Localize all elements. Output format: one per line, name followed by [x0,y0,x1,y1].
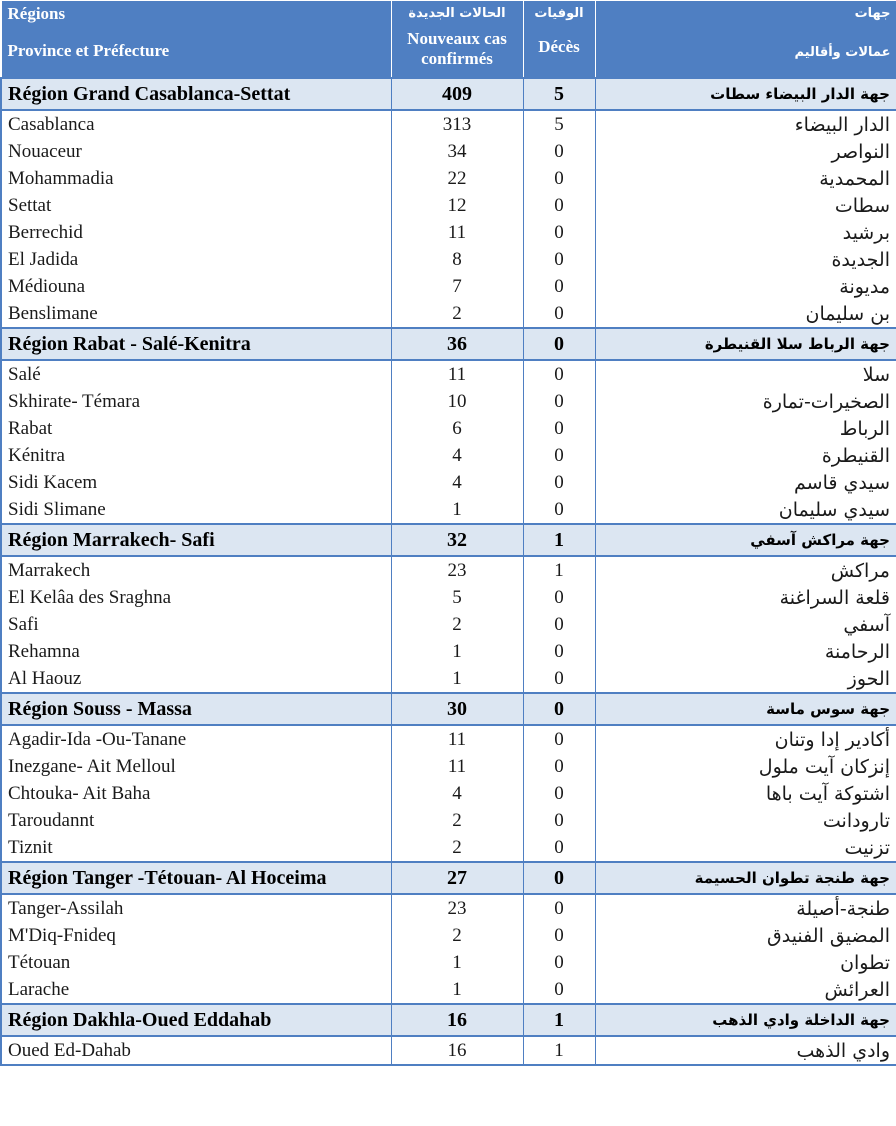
province-name-fr: M'Diq-Fnideq [1,922,391,949]
province-name-fr: Agadir-Ida -Ou-Tanane [1,725,391,753]
province-deaths: 0 [523,584,595,611]
province-name-ar: طنجة-أصيلة [595,894,896,922]
province-name-ar: العرائش [595,976,896,1004]
header-new-cases-ar: الحالات الجديدة [408,6,506,21]
region-row [1,328,896,360]
province-name-ar: مديونة [595,273,896,300]
header-deaths-fr: Décès [538,37,580,56]
table-row [1,584,896,611]
province-name-fr: Inezgane- Ait Melloul [1,753,391,780]
region-name-ar: جهة الرباط سلا القنيطرة [595,328,896,360]
province-deaths: 1 [523,1036,595,1065]
province-new-cases: 10 [391,388,523,415]
province-name-ar: تارودانت [595,807,896,834]
province-deaths: 1 [523,556,595,584]
province-deaths: 0 [523,300,595,328]
region-new-cases: 16 [391,1004,523,1036]
table-row [1,360,896,388]
province-name-ar: الجديدة [595,246,896,273]
province-new-cases: 11 [391,725,523,753]
province-name-fr: Benslimane [1,300,391,328]
province-name-fr: Tanger-Assilah [1,894,391,922]
region-deaths: 1 [523,524,595,556]
province-new-cases: 313 [391,110,523,138]
province-name-ar: الدار البيضاء [595,110,896,138]
region-name-fr: Région Souss - Massa [1,693,391,725]
province-name-ar: مراكش [595,556,896,584]
province-deaths: 0 [523,780,595,807]
province-name-fr: El Kelâa des Sraghna [1,584,391,611]
province-new-cases: 11 [391,753,523,780]
region-deaths: 0 [523,693,595,725]
province-deaths: 0 [523,834,595,862]
region-new-cases: 30 [391,693,523,725]
header-regions-ar [595,1,896,79]
region-new-cases: 32 [391,524,523,556]
region-deaths: 1 [523,1004,595,1036]
region-deaths: 0 [523,328,595,360]
province-new-cases: 1 [391,638,523,665]
province-name-ar: سلا [595,360,896,388]
province-name-fr: Taroudannt [1,807,391,834]
header-new-cases-fr: Nouveaux cas confirmés [407,29,507,68]
table-row [1,665,896,693]
province-name-fr: Settat [1,192,391,219]
region-new-cases: 36 [391,328,523,360]
province-deaths: 0 [523,753,595,780]
province-name-ar: الرباط [595,415,896,442]
province-name-ar: الحوز [595,665,896,693]
province-deaths: 0 [523,976,595,1004]
province-name-fr: El Jadida [1,246,391,273]
table-row [1,138,896,165]
province-new-cases: 16 [391,1036,523,1065]
province-name-ar: تطوان [595,949,896,976]
province-name-fr: Tétouan [1,949,391,976]
province-deaths: 0 [523,949,595,976]
province-name-fr: Sidi Kacem [1,469,391,496]
province-name-fr: Kénitra [1,442,391,469]
province-new-cases: 4 [391,469,523,496]
province-new-cases: 4 [391,780,523,807]
table-header [1,1,896,79]
table-row [1,976,896,1004]
province-name-ar: سيدي سليمان [595,496,896,524]
province-name-ar: المضيق الفنيدق [595,922,896,949]
province-name-fr: Rehamna [1,638,391,665]
region-name-fr: Région Tanger -Tétouan- Al Hoceima [1,862,391,894]
province-deaths: 0 [523,219,595,246]
region-row [1,693,896,725]
province-deaths: 0 [523,138,595,165]
province-name-ar: سيدي قاسم [595,469,896,496]
province-deaths: 0 [523,725,595,753]
table-row [1,922,896,949]
table-row [1,388,896,415]
region-name-fr: Région Dakhla-Oued Eddahab [1,1004,391,1036]
region-name-ar: جهة الدار البيضاء سطات [595,78,896,110]
province-name-fr: Berrechid [1,219,391,246]
region-deaths: 5 [523,78,595,110]
province-name-fr: Safi [1,611,391,638]
province-deaths: 0 [523,922,595,949]
table-row [1,442,896,469]
table-row [1,496,896,524]
province-new-cases: 23 [391,894,523,922]
province-deaths: 0 [523,192,595,219]
province-name-ar: تزنيت [595,834,896,862]
province-name-fr: Al Haouz [1,665,391,693]
province-name-ar: اشتوكة آيت باها [595,780,896,807]
header-regions-ar-label: جهات [854,6,891,21]
table-body [1,78,896,1065]
province-name-fr: Larache [1,976,391,1004]
header-regions-fr-label: Régions [7,4,66,23]
province-new-cases: 2 [391,922,523,949]
province-deaths: 0 [523,807,595,834]
province-name-fr: Mohammadia [1,165,391,192]
province-deaths: 0 [523,415,595,442]
table-row [1,469,896,496]
header-deaths-ar: الوفيات [534,6,584,21]
region-name-ar: جهة سوس ماسة [595,693,896,725]
province-new-cases: 2 [391,611,523,638]
province-name-fr: Oued Ed-Dahab [1,1036,391,1065]
table-row [1,638,896,665]
province-new-cases: 1 [391,976,523,1004]
province-name-ar: أكادير إدا وتنان [595,725,896,753]
province-name-ar: المحمدية [595,165,896,192]
province-new-cases: 6 [391,415,523,442]
province-new-cases: 1 [391,949,523,976]
header-provinces-ar-label: عمالات وأقاليم [794,45,891,60]
table-row [1,949,896,976]
province-new-cases: 1 [391,665,523,693]
region-name-fr: Région Rabat - Salé-Kenitra [1,328,391,360]
province-deaths: 0 [523,496,595,524]
table-row [1,246,896,273]
region-name-ar: جهة الداخلة وادي الذهب [595,1004,896,1036]
region-name-ar: جهة طنجة تطوان الحسيمة [595,862,896,894]
province-deaths: 0 [523,273,595,300]
province-deaths: 0 [523,246,595,273]
province-name-ar: وادي الذهب [595,1036,896,1065]
province-new-cases: 2 [391,300,523,328]
province-new-cases: 5 [391,584,523,611]
province-name-ar: إنزكان آيت ملول [595,753,896,780]
province-new-cases: 22 [391,165,523,192]
province-new-cases: 11 [391,360,523,388]
province-deaths: 0 [523,611,595,638]
province-new-cases: 2 [391,807,523,834]
table-row [1,753,896,780]
province-name-ar: الرحامنة [595,638,896,665]
province-deaths: 0 [523,665,595,693]
province-new-cases: 2 [391,834,523,862]
province-deaths: 0 [523,638,595,665]
province-name-ar: النواصر [595,138,896,165]
province-deaths: 0 [523,360,595,388]
region-new-cases: 409 [391,78,523,110]
table-row [1,165,896,192]
table-row [1,1036,896,1065]
table-row [1,611,896,638]
province-name-fr: Médiouna [1,273,391,300]
table-row [1,807,896,834]
province-name-ar: آسفي [595,611,896,638]
table-row [1,556,896,584]
table-row [1,300,896,328]
province-new-cases: 34 [391,138,523,165]
table-row [1,110,896,138]
province-deaths: 0 [523,469,595,496]
table-row [1,192,896,219]
province-new-cases: 7 [391,273,523,300]
province-name-fr: Nouaceur [1,138,391,165]
province-deaths: 0 [523,442,595,469]
table-row [1,273,896,300]
province-new-cases: 1 [391,496,523,524]
province-name-ar: قلعة السراغنة [595,584,896,611]
region-name-fr: Région Marrakech- Safi [1,524,391,556]
region-name-ar: جهة مراكش آسفي [595,524,896,556]
header-province-fr-label: Province et Préfecture [7,41,170,60]
header-deaths [523,1,595,79]
province-new-cases: 8 [391,246,523,273]
province-name-fr: Sidi Slimane [1,496,391,524]
table-row [1,834,896,862]
province-name-fr: Tiznit [1,834,391,862]
province-new-cases: 4 [391,442,523,469]
province-name-fr: Salé [1,360,391,388]
province-name-ar: الصخيرات-تمارة [595,388,896,415]
table-row [1,725,896,753]
table-row [1,219,896,246]
region-row [1,862,896,894]
province-name-ar: سطات [595,192,896,219]
table-row [1,780,896,807]
region-new-cases: 27 [391,862,523,894]
province-name-ar: برشيد [595,219,896,246]
province-deaths: 0 [523,388,595,415]
province-name-fr: Chtouka- Ait Baha [1,780,391,807]
province-name-fr: Rabat [1,415,391,442]
region-deaths: 0 [523,862,595,894]
table-row [1,894,896,922]
table-row [1,415,896,442]
province-name-fr: Skhirate- Témara [1,388,391,415]
header-regions-fr [1,1,391,79]
province-deaths: 5 [523,110,595,138]
province-name-fr: Casablanca [1,110,391,138]
province-name-fr: Marrakech [1,556,391,584]
province-new-cases: 11 [391,219,523,246]
region-row [1,78,896,110]
header-new-cases [391,1,523,79]
province-deaths: 0 [523,165,595,192]
region-row [1,524,896,556]
province-deaths: 0 [523,894,595,922]
region-row [1,1004,896,1036]
province-new-cases: 23 [391,556,523,584]
region-name-fr: Région Grand Casablanca-Settat [1,78,391,110]
province-new-cases: 12 [391,192,523,219]
province-name-ar: بن سليمان [595,300,896,328]
province-name-ar: القنيطرة [595,442,896,469]
